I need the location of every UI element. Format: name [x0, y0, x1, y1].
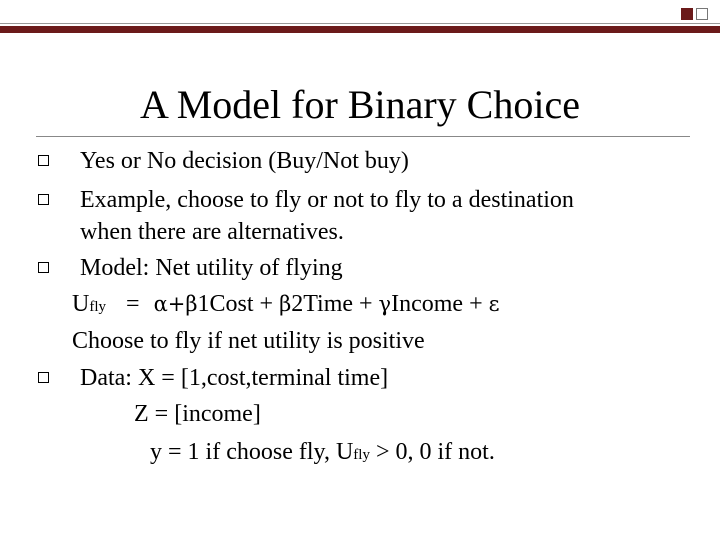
eq-term3: Income +	[391, 291, 489, 317]
y-def-part2: > 0, 0 if not.	[369, 439, 495, 465]
bullet-text: Data: X = [1,cost,terminal time]	[80, 365, 389, 391]
square-bullet-icon	[38, 155, 49, 166]
bullet-text: Model: Net utility of flying	[80, 255, 343, 281]
y-def-subscript: fly	[353, 447, 370, 463]
eq-epsilon: ε	[488, 292, 500, 316]
square-bullet-icon	[38, 262, 49, 273]
slide-title: A Model for Binary Choice	[140, 82, 580, 127]
z-definition: Z = [income]	[134, 401, 261, 427]
y-definition	[150, 438, 495, 469]
eq-gamma: γ	[378, 292, 392, 316]
y-def-part1: y = 1 if choose fly, U	[150, 439, 354, 465]
square-bullet-icon	[38, 194, 49, 205]
bullet-text: Example, choose to fly or not to fly to a destination	[80, 187, 574, 213]
eq-lhs-subscript: fly	[89, 299, 107, 315]
bullet-text: Yes or No decision (Buy/Not buy)	[80, 148, 409, 174]
eq-term2: 2Time +	[291, 291, 379, 317]
eq-lhs: U	[72, 291, 90, 317]
square-bullet-icon	[38, 372, 49, 383]
eq-term1: 1Cost +	[197, 291, 280, 317]
eq-equals: =	[126, 291, 140, 317]
bullet-continuation: when there are alternatives.	[80, 219, 344, 245]
eq-alpha: α	[153, 292, 168, 316]
eq-beta2: β	[279, 292, 292, 316]
utility-equation	[72, 290, 500, 321]
choose-line: Choose to fly if net utility is positive	[72, 328, 425, 354]
eq-beta1: +β	[167, 292, 198, 316]
